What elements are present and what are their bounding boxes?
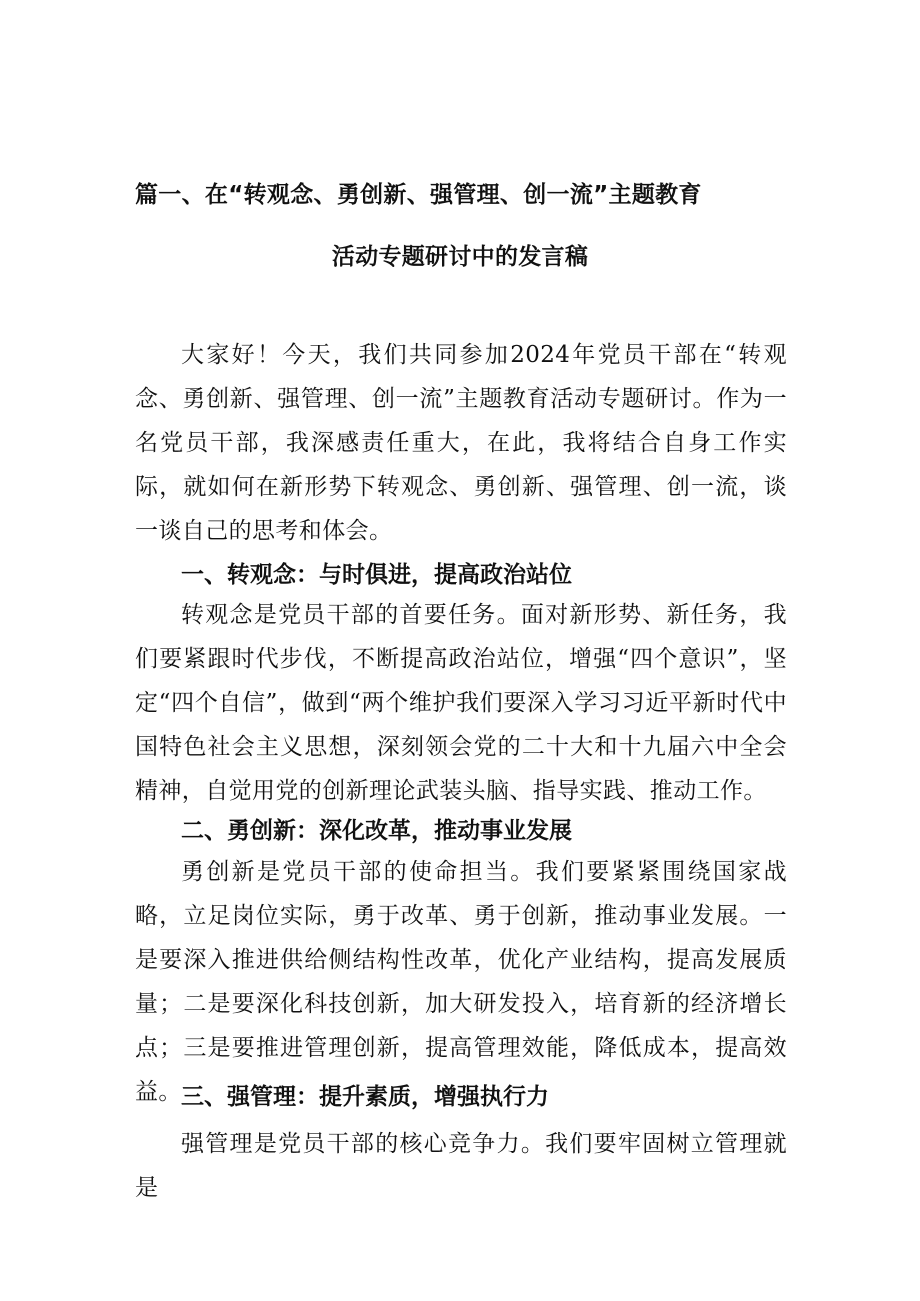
intro-paragraph: 大家好！今天，我们共同参加2024年党员干部在“转观念、勇创新、强管理、创一流”主题教育活动专题研讨。作为一名党员干部，我深感责任重大，在此，我将结合自身工作实际，就如何在新形势下转观念、勇创新、强管理、创一流，谈一谈自己的思考和体会。 xyxy=(135,342,787,544)
section-2-body: 勇创新是党员干部的使命担当。我们要紧紧围绕国家战略，立足岗位实际，勇于改革、勇于创新，推动事业发展。一是要深入推进供给侧结构性改革，优化产业结构，提高发展质量；二是要深化科技创新，加大研发投入，培育新的经济增长点；三是要推进管理创新，提高管理效能，降低成本，提高效益。 xyxy=(135,859,787,1105)
section-3-heading: 三、强管理：提升素质，增强执行力 xyxy=(181,1084,549,1110)
document-title-line-2: 活动专题研讨中的发言稿 xyxy=(331,244,589,270)
section-1-heading: 一、转观念：与时俱进，提高政治站位 xyxy=(181,562,572,588)
section-3-body: 强管理是党员干部的核心竞争力。我们要牢固树立管理就是 xyxy=(135,1131,787,1201)
document-title-line-1: 篇一、在“转观念、勇创新、强管理、创一流”主题教育 xyxy=(135,182,702,208)
section-2-heading: 二、勇创新：深化改革，推动事业发展 xyxy=(181,818,572,844)
section-1-body: 转观念是党员干部的首要任务。面对新形势、新任务，我们要紧跟时代步伐，不断提高政治站位，增强“四个意识”，坚定“四个自信”，做到“两个维护我们要深入学习习近平新时代中国特色社会主义思想，深刻领会党的二十大和十九届六中全会精神，自觉用党的创新理论武装头脑、指导实践、推动工作。 xyxy=(135,602,787,804)
